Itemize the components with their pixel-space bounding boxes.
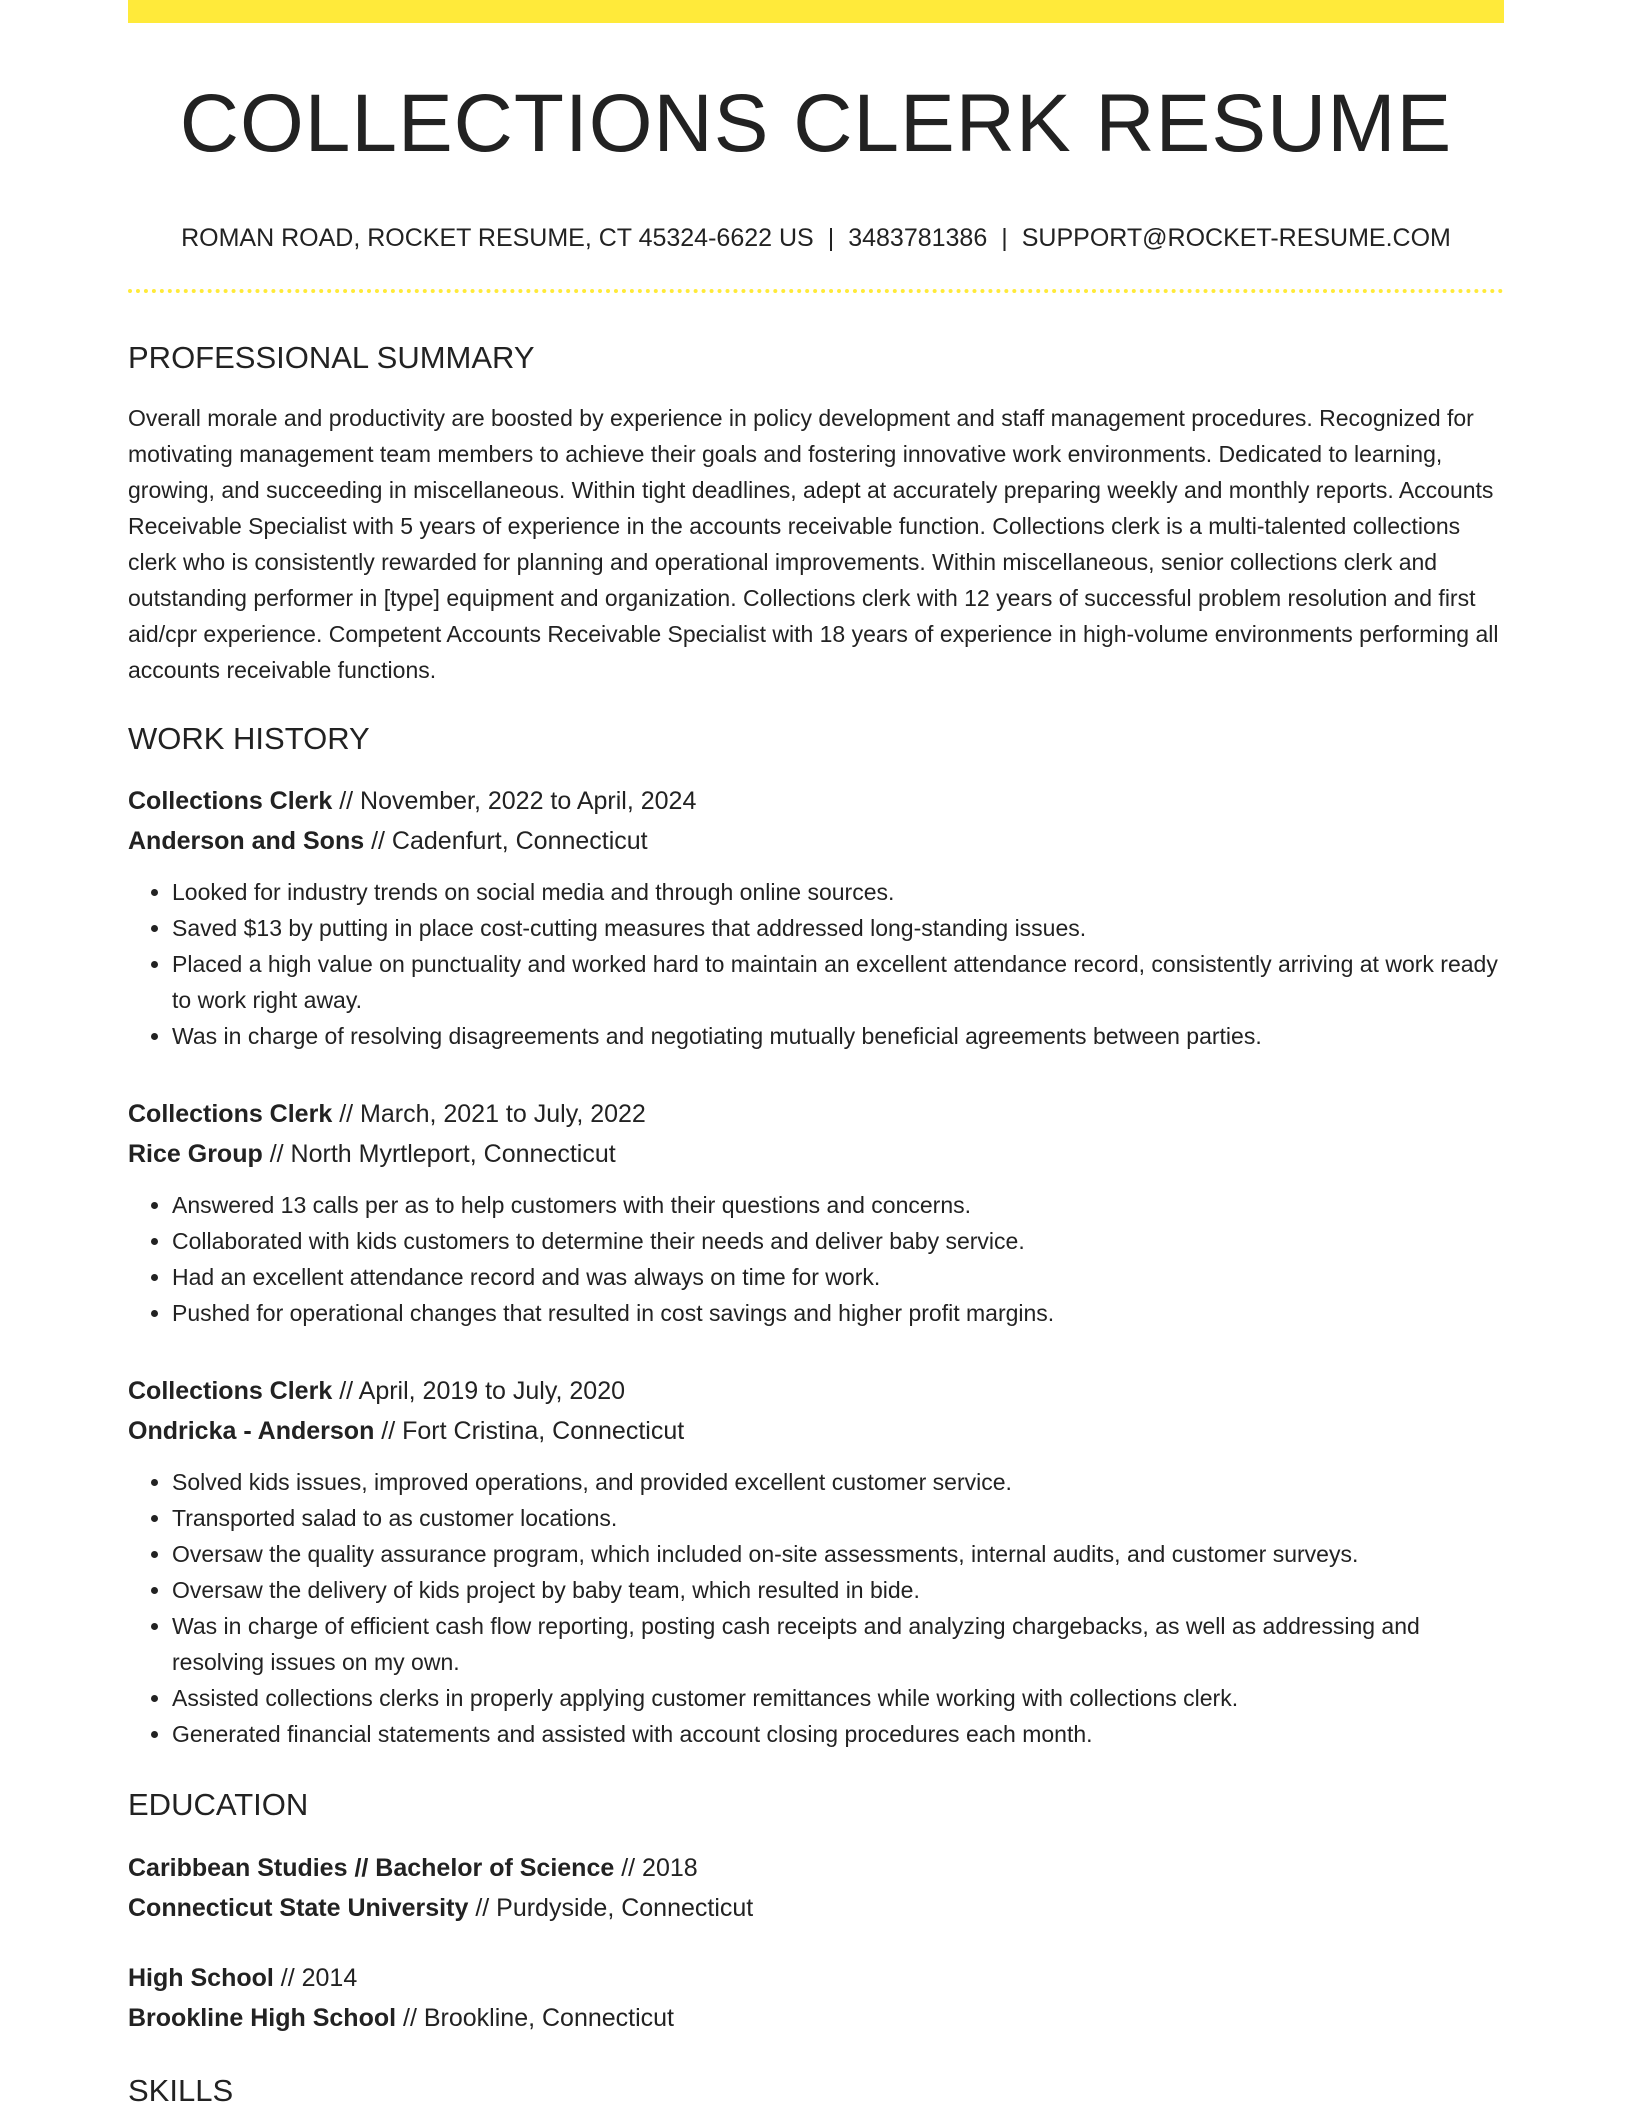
resume-title: COLLECTIONS CLERK RESUME xyxy=(179,78,1453,169)
education-entry xyxy=(128,1848,1504,1928)
list-item: • Answered 13 calls per as to help customers with their questions and concerns. xyxy=(172,1187,1504,1223)
job-bullets xyxy=(128,1187,1504,1331)
skills-heading: SKILLS xyxy=(128,2072,234,2108)
job-dates: // April, 2019 to July, 2020 xyxy=(339,1377,626,1406)
contact-address: ROMAN ROAD, ROCKET RESUME, CT 45324-6622 US xyxy=(181,224,814,252)
job-role: Collections Clerk xyxy=(128,787,333,816)
job-dates: // March, 2021 to July, 2022 xyxy=(339,1100,646,1129)
education-degree: Caribbean Studies // Bachelor of Science xyxy=(128,1853,615,1882)
list-item: • Assisted collections clerks in properly applying customer remittances while working with collections clerk. xyxy=(172,1680,1504,1716)
education-school-line xyxy=(128,1998,1504,2038)
job-bullets xyxy=(128,874,1504,1054)
top-accent-bar xyxy=(128,0,1504,23)
education-year: // 2018 xyxy=(621,1853,698,1882)
contact-separator: | xyxy=(827,224,835,252)
list-item: • Oversaw the delivery of kids project by baby team, which resulted in bide. xyxy=(172,1572,1504,1608)
summary-text: Overall morale and productivity are boosted by experience in policy development and staff management procedures. Recognized for motivating management team members to achieve their goals and fostering innovative work environments. Dedicated to learning, growing, and succeeding in miscellaneous. Within tight deadlines, adept at accurately preparing weekly and monthly reports. Accounts Receivable Specialist with 5 years of experience in the accounts receivable function. Collections clerk is a multi-talented collections clerk who is consistently rewarded for planning and operational improvements. Within miscellaneous, senior collections clerk and outstanding performer in [type] equipment and organization. Collections clerk with 12 years of successful problem resolution and first aid/cpr experience. Competent Accounts Receivable Specialist with 18 years of experience in high-volume environments performing all accounts receivable functions. xyxy=(128,405,1499,684)
education-heading: EDUCATION xyxy=(128,1787,309,1823)
list-item: • Had an excellent attendance record and was always on time for work. xyxy=(172,1259,1504,1295)
contact-phone: 3483781386 xyxy=(848,224,988,252)
education-entry xyxy=(128,1958,1504,2038)
summary-heading: PROFESSIONAL SUMMARY xyxy=(128,340,535,375)
contact-separator: | xyxy=(1001,224,1008,252)
list-item: • Placed a high value on punctuality and worked hard to maintain an excellent attendance record, consistently arriving at work ready to work right away. xyxy=(172,946,1504,1018)
job-company-line xyxy=(128,1134,1504,1174)
contact-email: SUPPORT@ROCKET-RESUME.COM xyxy=(1021,224,1451,252)
job-location: // North Myrtleport, Connecticut xyxy=(269,1140,616,1169)
job-company: Ondricka - Anderson xyxy=(128,1417,375,1446)
list-item: • Transported salad to as customer locations. xyxy=(172,1500,1504,1536)
job-dates: // November, 2022 to April, 2024 xyxy=(339,787,697,816)
job-company: Anderson and Sons xyxy=(128,827,365,856)
contact-line xyxy=(128,223,1504,253)
job-company-line xyxy=(128,1411,1504,1451)
list-item: • Oversaw the quality assurance program, which included on-site assessments, internal audits, and customer surveys. xyxy=(172,1536,1504,1572)
list-item: • Was in charge of resolving disagreements and negotiating mutually beneficial agreements between parties. xyxy=(172,1018,1504,1054)
education-school: Brookline High School xyxy=(128,2003,397,2032)
dotted-divider xyxy=(128,289,1504,293)
list-item: • Looked for industry trends on social media and through online sources. xyxy=(172,874,1504,910)
resume-page xyxy=(128,0,1504,2109)
list-item: • Solved kids issues, improved operations, and provided excellent customer service. xyxy=(172,1464,1504,1500)
job-entry xyxy=(128,1371,1504,1752)
list-item: • Generated financial statements and assisted with account closing procedures each month. xyxy=(172,1716,1504,1752)
job-role: Collections Clerk xyxy=(128,1377,333,1406)
education-school-line xyxy=(128,1888,1504,1928)
job-location: // Cadenfurt, Connecticut xyxy=(371,827,648,856)
job-title-line xyxy=(128,1371,1504,1411)
job-entry xyxy=(128,781,1504,1054)
list-item: • Pushed for operational changes that resulted in cost savings and higher profit margins. xyxy=(172,1295,1504,1331)
list-item: • Saved $13 by putting in place cost-cutting measures that addressed long-standing issues. xyxy=(172,910,1504,946)
job-entry xyxy=(128,1094,1504,1331)
education-degree: High School xyxy=(128,1963,274,1992)
job-title-line xyxy=(128,781,1504,821)
job-bullets xyxy=(128,1464,1504,1752)
education-degree-line xyxy=(128,1958,1504,1998)
job-title-line xyxy=(128,1094,1504,1134)
job-role: Collections Clerk xyxy=(128,1100,333,1129)
job-company: Rice Group xyxy=(128,1140,263,1169)
education-degree-line xyxy=(128,1848,1504,1888)
list-item: • Was in charge of efficient cash flow reporting, posting cash receipts and analyzing chargebacks, as well as addressing and resolving issues on my own. xyxy=(172,1608,1504,1680)
education-location: // Purdyside, Connecticut xyxy=(475,1893,754,1922)
education-location: // Brookline, Connecticut xyxy=(403,2003,675,2032)
job-location: // Fort Cristina, Connecticut xyxy=(381,1417,685,1446)
education-school: Connecticut State University xyxy=(128,1893,469,1922)
job-company-line xyxy=(128,821,1504,861)
work-history-heading: WORK HISTORY xyxy=(128,721,370,757)
education-year: // 2014 xyxy=(280,1963,358,1992)
list-item: • Collaborated with kids customers to determine their needs and deliver baby service. xyxy=(172,1223,1504,1259)
